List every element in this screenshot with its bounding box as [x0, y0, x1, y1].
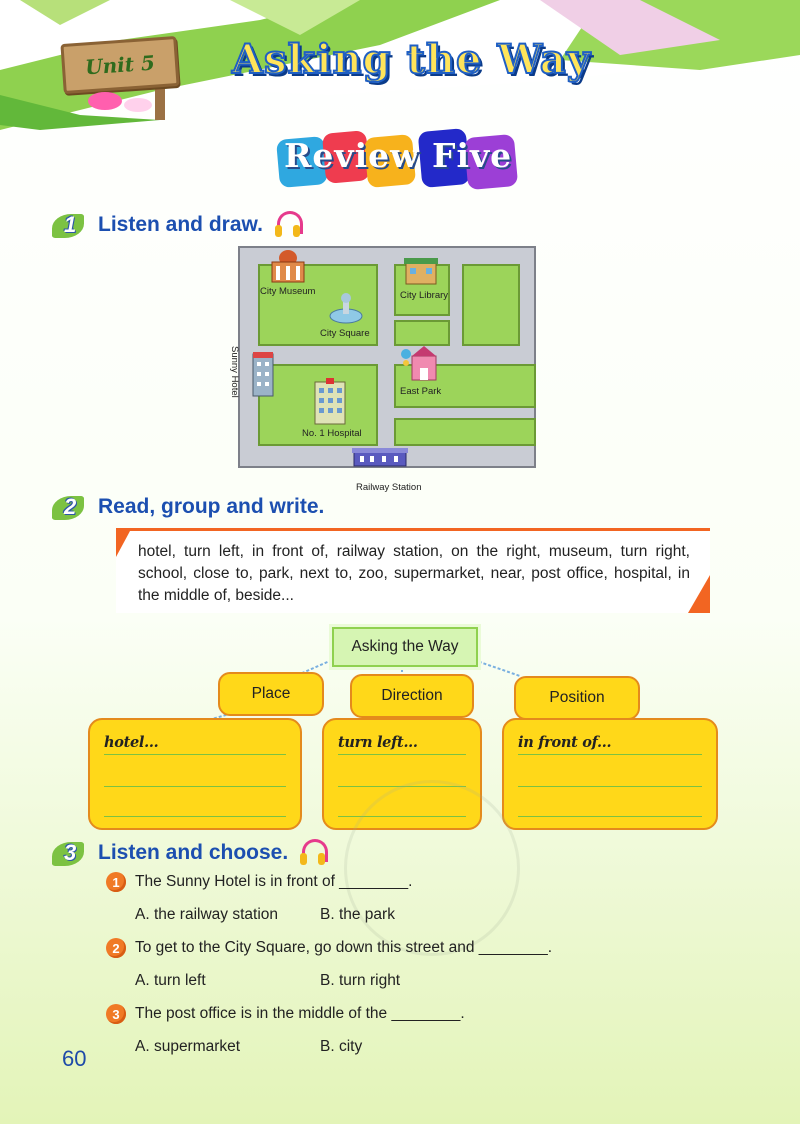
section-number-icon: 3 [52, 838, 90, 868]
question-1 [106, 872, 412, 892]
question-number-badge: 3 [106, 1004, 126, 1024]
question-number-badge: 2 [106, 938, 126, 958]
square-fountain-icon [328, 292, 364, 324]
map-label: Railway Station [356, 482, 422, 493]
category-place: Place [218, 672, 324, 716]
question-2 [106, 938, 552, 958]
writing-line [518, 754, 702, 755]
word-bank [116, 528, 710, 613]
review-title: Review Five [284, 136, 513, 175]
writing-line [104, 754, 286, 755]
section-2-heading [52, 492, 324, 522]
flower-decoration [124, 98, 152, 112]
map-block [394, 320, 450, 346]
page-header [0, 0, 800, 140]
question-text: The Sunny Hotel is in front of ________. [135, 873, 413, 890]
map-label: Sunny Hotel [229, 346, 240, 398]
hospital-building-icon [314, 378, 346, 426]
section-3-heading [52, 838, 326, 868]
map-label: City Library [400, 290, 449, 301]
mindmap-root: Asking the Way [332, 627, 478, 667]
place-hint: hotel... [104, 734, 159, 751]
writing-line [518, 786, 702, 787]
option-a[interactable]: A. turn left [135, 972, 206, 989]
section-title: Read, group and write. [98, 495, 325, 518]
section-title: Listen and draw. [98, 213, 263, 236]
category-position: Position [514, 676, 640, 720]
position-hint: in front of... [518, 734, 612, 751]
page-number: 60 [62, 1046, 87, 1071]
question-text: The post office is in the middle of the ________. [135, 1005, 465, 1022]
writing-line [104, 786, 286, 787]
option-a[interactable]: A. supermarket [135, 1038, 241, 1055]
writing-line [338, 754, 466, 755]
unit-title: Asking the Way [232, 36, 591, 83]
map-label: City Museum [260, 286, 316, 297]
option-b[interactable]: B. city [320, 1038, 363, 1055]
map-label: East Park [400, 386, 442, 397]
map-block [462, 264, 520, 346]
section-number-icon: 2 [52, 492, 90, 522]
place-write-box[interactable] [88, 718, 302, 830]
street-map [229, 246, 536, 468]
map-block [394, 418, 536, 446]
direction-hint: turn left... [338, 734, 418, 751]
map-label: City Square [320, 328, 370, 339]
map-label: No. 1 Hospital [302, 428, 362, 439]
question-text: To get to the City Square, go down this street and ________. [135, 939, 553, 956]
hotel-building-icon [252, 352, 274, 398]
question-3 [106, 1004, 465, 1024]
word-bank-text: hotel, turn left, in front of, railway station, on the right, museum, turn right, school, close to, park, next to, zoo, supermarket, near, post office, hospital, in the middle of, beside... [138, 543, 690, 604]
section-title: Listen and choose. [98, 841, 289, 864]
category-direction: Direction [350, 674, 474, 718]
section-1-heading [52, 210, 301, 240]
option-a[interactable]: A. the railway station [135, 906, 279, 923]
position-write-box[interactable] [502, 718, 718, 830]
flower-decoration [88, 92, 122, 110]
railway-station-icon [352, 448, 408, 468]
writing-line [104, 816, 286, 817]
headphones-icon [300, 839, 326, 867]
museum-building-icon [268, 248, 308, 286]
option-b[interactable]: B. turn right [320, 972, 401, 989]
watermark-seal [344, 780, 520, 956]
unit-sign: Unit 5 [60, 36, 179, 94]
park-building-icon [398, 346, 440, 384]
review-banner [278, 130, 528, 192]
writing-line [518, 816, 702, 817]
library-building-icon [404, 256, 438, 286]
question-number-badge: 1 [106, 872, 126, 892]
option-b[interactable]: B. the park [320, 906, 395, 923]
section-number-icon: 1 [52, 210, 90, 240]
headphones-icon [275, 211, 301, 239]
